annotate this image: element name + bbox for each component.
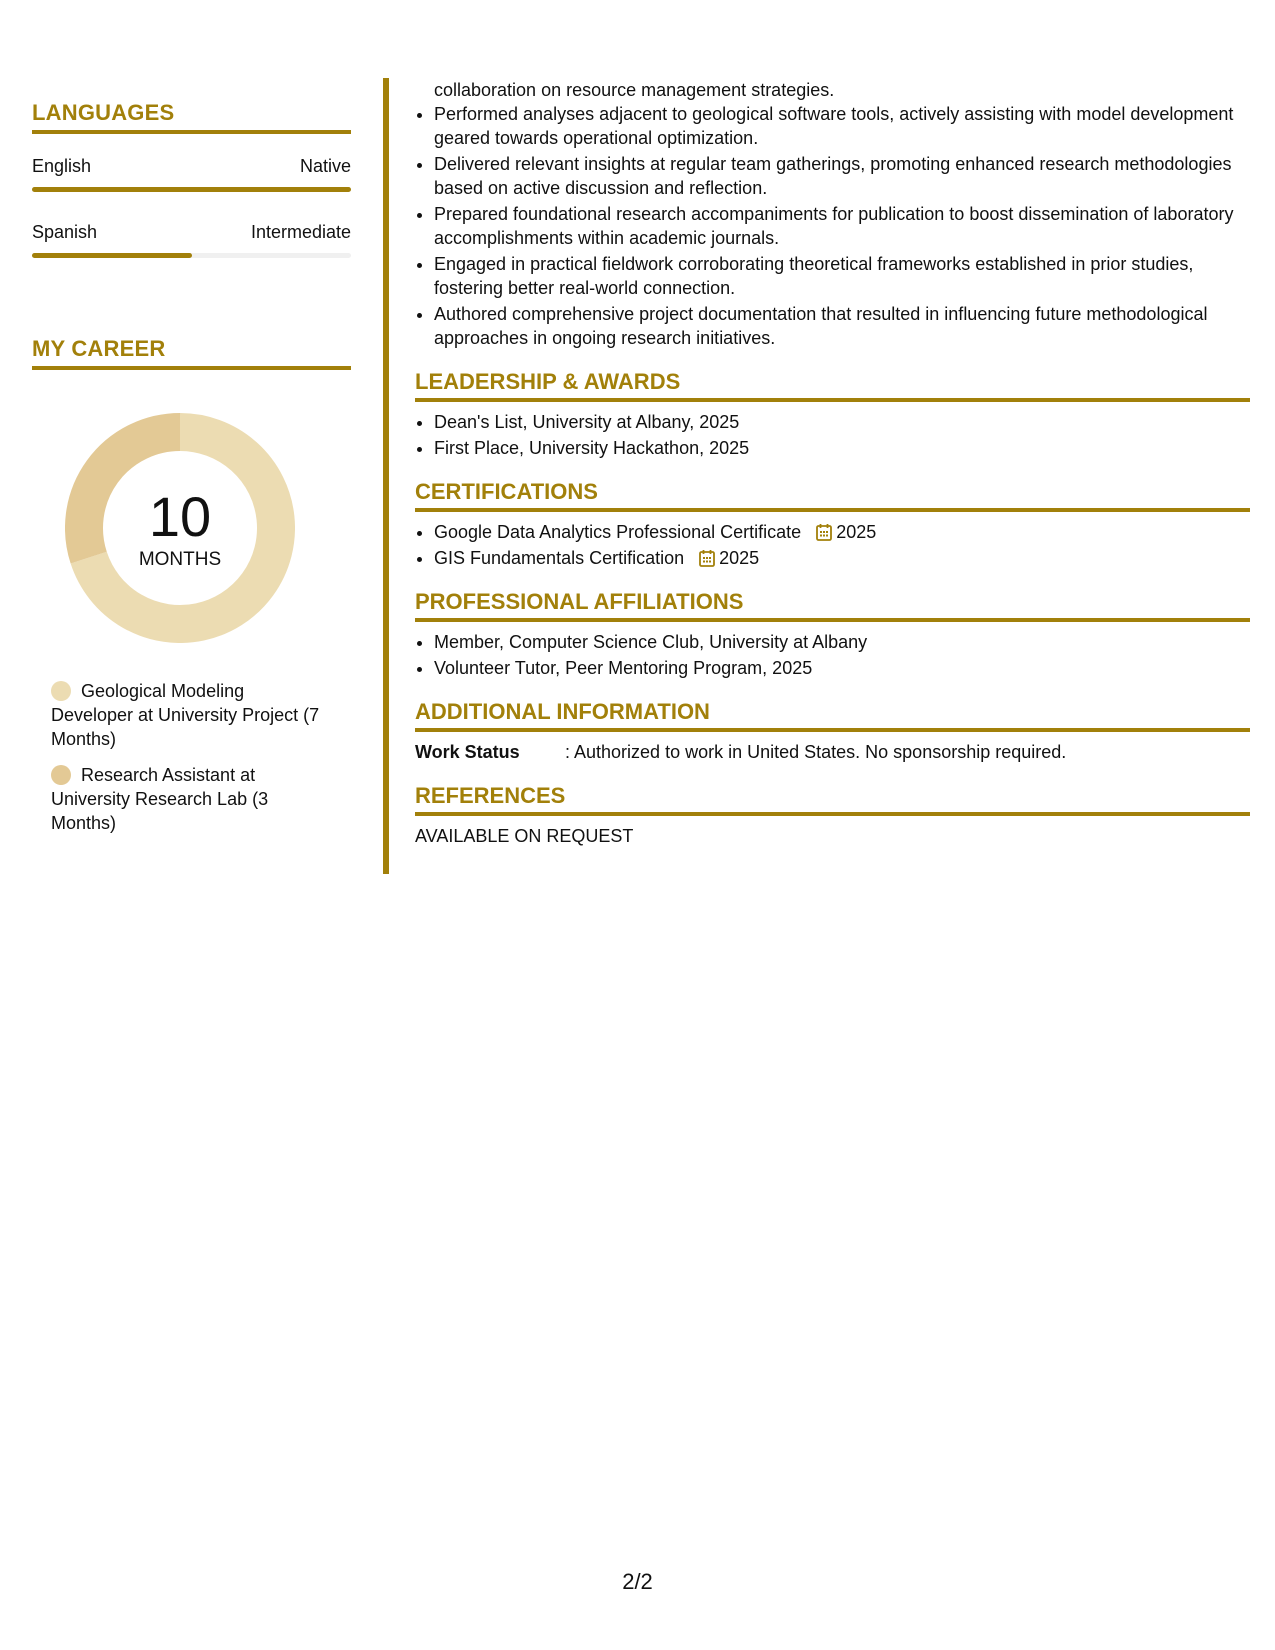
column-divider xyxy=(383,78,389,874)
legend-swatch xyxy=(51,765,71,785)
language-proficiency-fill xyxy=(32,187,351,192)
legend-swatch xyxy=(51,681,71,701)
list-item xyxy=(434,520,1250,544)
references-text: AVAILABLE ON REQUEST xyxy=(415,826,634,846)
list-item: • Delivered relevant insights at regular team gatherings, promoting enhanced research methodologies based on active discussion and reflection. xyxy=(434,152,1250,200)
leadership-list xyxy=(415,410,1250,460)
legend-item xyxy=(51,679,321,751)
list-item: • Performed analyses adjacent to geological software tools, actively assisting with model development geared towards operational optimization. xyxy=(434,102,1250,150)
legend-label: Research Assistant at University Research Lab (3 Months) xyxy=(51,765,269,833)
career-donut-chart xyxy=(65,413,295,643)
language-proficiency-bar xyxy=(32,187,351,192)
work-status-value: : Authorized to work in United States. No sponsorship required. xyxy=(565,742,1067,762)
work-status-row xyxy=(415,740,1250,764)
language-name: English xyxy=(32,156,92,176)
legend-label: Geological Modeling Developer at University Project (7 Months) xyxy=(51,681,320,749)
list-item: • Prepared foundational research accompaniments for publication to boost dissemination of laboratory accomplishments within academic journals. xyxy=(434,202,1250,250)
language-spanish xyxy=(32,222,351,258)
left-column xyxy=(32,100,351,847)
affiliations-title: PROFESSIONAL AFFILIATIONS xyxy=(415,590,1250,622)
additional-info-title: ADDITIONAL INFORMATION xyxy=(415,700,1250,732)
list-item xyxy=(434,546,1250,570)
leadership-title: LEADERSHIP & AWARDS xyxy=(415,370,1250,402)
career-title: MY CAREER xyxy=(32,336,351,370)
language-proficiency-fill xyxy=(32,253,192,258)
list-item: • Authored comprehensive project documentation that resulted in influencing future methodological approaches in ongoing research initiatives. xyxy=(434,302,1250,350)
affiliations-list xyxy=(415,630,1250,680)
list-item: • First Place, University Hackathon, 2025 xyxy=(434,436,1250,460)
certification-year: 2025 xyxy=(836,522,877,542)
languages-title: LANGUAGES xyxy=(32,100,351,134)
right-column xyxy=(415,78,1250,848)
experience-continued-line: collaboration on resource management strategies. xyxy=(434,80,835,100)
legend-item xyxy=(51,763,321,835)
page-number: 2/2 xyxy=(622,1569,653,1594)
list-item: • Volunteer Tutor, Peer Mentoring Program, 2025 xyxy=(434,656,1250,680)
calendar-icon xyxy=(816,523,832,541)
career-total-value: 10 xyxy=(148,485,212,548)
certifications-list xyxy=(415,520,1250,570)
language-proficiency-bar xyxy=(32,253,351,258)
career-total-unit: MONTHS xyxy=(138,549,222,570)
experience-bullets xyxy=(415,102,1250,350)
calendar-icon xyxy=(699,549,715,567)
language-name: Spanish xyxy=(32,222,98,242)
language-level: Intermediate xyxy=(250,222,351,242)
work-status-label: Work Status xyxy=(415,742,520,762)
list-item: • Engaged in practical fieldwork corroborating theoretical frameworks established in prior studies, fostering better real-world connection. xyxy=(434,252,1250,300)
list-item: • Dean's List, University at Albany, 2025 xyxy=(434,410,1250,434)
career-legend xyxy=(51,679,321,835)
language-english xyxy=(32,156,351,192)
certification-name: Google Data Analytics Professional Certificate xyxy=(434,522,802,542)
certifications-title: CERTIFICATIONS xyxy=(415,480,1250,512)
language-level: Native xyxy=(299,156,351,176)
references-title: REFERENCES xyxy=(415,784,1250,816)
list-item: • Member, Computer Science Club, University at Albany xyxy=(434,630,1250,654)
certification-name: GIS Fundamentals Certification xyxy=(434,548,685,568)
certification-year: 2025 xyxy=(719,548,760,568)
